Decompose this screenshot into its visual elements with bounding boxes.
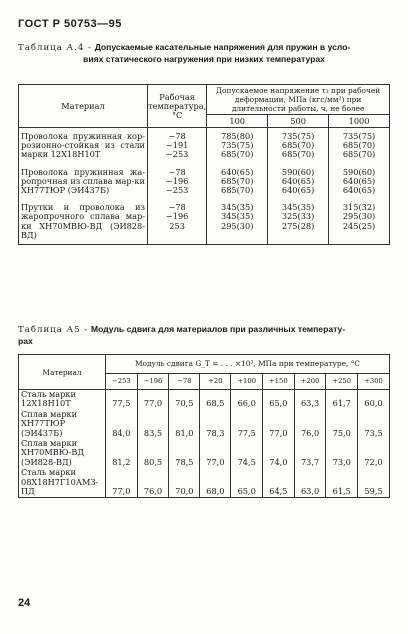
modulus-cell: 78,5 [169, 439, 200, 468]
cell-value: −253 [165, 149, 189, 160]
modulus-cell: 68,5 [200, 390, 231, 410]
temperature-cell [148, 164, 207, 200]
table-a5-header-temperature: +150 [263, 373, 295, 389]
modulus-cell: 75,0 [326, 410, 358, 439]
modulus-cell: 74,5 [231, 439, 263, 468]
cell-value: 325(33) [281, 211, 315, 222]
material-line: (ЭИ828-ВД) [21, 456, 72, 467]
cell-value: −191 [165, 140, 189, 151]
stress-100h-cell [207, 128, 268, 164]
cell-value: 295(30) [342, 211, 376, 222]
table-a4-title-line2: виях статического нагружения при низких температурах [83, 54, 325, 64]
modulus-cell: 80,5 [137, 439, 169, 468]
material-cell [19, 468, 106, 498]
modulus-cell: 77,0 [200, 439, 231, 468]
modulus-cell: 64,5 [263, 468, 295, 498]
cell-value: 640(65) [342, 175, 376, 186]
material-line: Сталь марки [21, 467, 77, 478]
modulus-cell: 83,5 [137, 410, 169, 439]
cell-value: 590(60) [342, 166, 376, 177]
table-a4-header-duration: 500 [268, 115, 329, 128]
table-a5 [18, 354, 390, 498]
material-cell: Проволока пружинная жа-ропрочная из сплава мар-ки ХН77ТЮР (ЭИ437Б) [19, 164, 148, 200]
modulus-cell: 66,0 [231, 390, 263, 410]
modulus-cell: 65,0 [231, 468, 263, 498]
cell-value: −78 [168, 166, 186, 177]
cell-value: 345(35) [281, 202, 315, 213]
cell-value: 685(70) [281, 140, 315, 151]
table-row [19, 390, 390, 410]
table-a4-caption [18, 42, 390, 65]
cell-value: 275(28) [281, 220, 315, 231]
modulus-cell: 77,5 [106, 390, 138, 410]
table-a5-header-temperature: −253 [106, 373, 138, 389]
table-a5-header-temperature: +300 [358, 373, 390, 389]
table-a5-header-temperature: +200 [294, 373, 326, 389]
modulus-cell: 81,2 [106, 439, 138, 468]
modulus-cell: 60,0 [358, 390, 390, 410]
cell-value: 295(30) [220, 220, 254, 231]
cell-value: 315(32) [342, 202, 376, 213]
document-header: ГОСТ Р 50753—95 [18, 18, 122, 30]
modulus-cell: 77,0 [137, 390, 169, 410]
table-a5-header-temperature: +250 [326, 373, 358, 389]
table-a4-header-material: Материал [19, 85, 148, 128]
modulus-cell: 68,0 [200, 468, 231, 498]
table-a4-title-line1: Допускаемые касательные напряжения для пружин в усло- [94, 42, 351, 52]
modulus-cell: 76,0 [137, 468, 169, 498]
material-line: Сталь марки [21, 389, 77, 399]
stress-1000h-cell [329, 199, 390, 244]
material-line: 12Х18Н10Т [21, 398, 71, 409]
cell-value: 685(70) [342, 149, 376, 160]
cell-value: 253 [169, 220, 185, 231]
temperature-cell [148, 199, 207, 244]
table-row [19, 410, 390, 439]
table-a4-label: Таблица А.4 - [18, 43, 92, 53]
table-a4-header-stress: Допускаемое напряжение τ₃ при рабочей деформации, МПа (кгс/мм²) при длительности работы, ч, не более [207, 85, 390, 115]
modulus-cell: 63,3 [294, 390, 326, 410]
modulus-cell: 73,5 [358, 410, 390, 439]
cell-value: 245(25) [342, 220, 376, 231]
table-a4-header-temperature: Рабочая температура, °С [148, 85, 207, 128]
cell-value: 685(70) [220, 149, 254, 160]
material-line: Сплав марки [21, 408, 78, 419]
material-line: ХН70МВЮ-ВД [21, 447, 84, 458]
cell-value: 640(65) [220, 166, 254, 177]
cell-value: −78 [168, 202, 186, 213]
cell-value: 685(70) [342, 140, 376, 151]
cell-value: −78 [168, 131, 186, 141]
material-line: (ЭИ437Б) [21, 427, 63, 438]
material-cell [19, 410, 106, 439]
modulus-cell: 77,5 [231, 410, 263, 439]
material-cell [19, 390, 106, 410]
temperature-cell [148, 128, 207, 164]
modulus-cell: 77,0 [263, 410, 295, 439]
table-row [19, 199, 390, 244]
material-line: Сплав марки [21, 438, 78, 449]
cell-value: 640(65) [342, 185, 376, 196]
table-a5-title-line2: рах [18, 336, 33, 346]
cell-value: −196 [165, 175, 189, 186]
cell-value: 735(75) [281, 131, 315, 141]
cell-value: 685(70) [281, 149, 315, 160]
stress-500h-cell [268, 128, 329, 164]
table-a5-label: Таблица А5 - [18, 325, 89, 335]
cell-value: 785(80) [220, 131, 254, 141]
cell-value: 345(35) [220, 202, 254, 213]
cell-value: 640(65) [281, 185, 315, 196]
material-cell: Проволока пружинная кор-розионно-стойкая из стали марки 12Х18Н10Т [19, 128, 148, 164]
modulus-cell: 78,3 [200, 410, 231, 439]
table-row [19, 468, 390, 498]
modulus-cell: 74,0 [263, 439, 295, 468]
table-row [19, 439, 390, 468]
modulus-cell: 61,5 [326, 468, 358, 498]
material-cell [19, 439, 106, 468]
modulus-cell: 81,0 [169, 410, 200, 439]
modulus-cell: 70,5 [169, 390, 200, 410]
modulus-cell: 84,0 [106, 410, 138, 439]
table-a5-header-temperature: −78 [169, 373, 200, 389]
stress-100h-cell [207, 164, 268, 200]
table-a5-header-material: Материал [19, 355, 106, 390]
material-line: ХН77ТЮР [21, 418, 66, 429]
modulus-cell: 77,0 [106, 468, 138, 498]
cell-value: 735(75) [342, 131, 376, 141]
modulus-cell: 70,0 [169, 468, 200, 498]
cell-value: 685(70) [220, 185, 254, 196]
cell-value: 345(35) [220, 211, 254, 222]
table-a5-title-line1: Модуль сдвига для материалов при различных температу- [90, 324, 346, 334]
modulus-cell: 76,0 [294, 410, 326, 439]
material-cell: Прутки и проволока из жаропрочного сплава мар-ки ХН70МВЮ-ВД (ЭИ828-ВД) [19, 199, 148, 244]
table-a5-caption [18, 324, 390, 348]
stress-500h-cell [268, 199, 329, 244]
table-a5-header-temperature: −196 [137, 373, 169, 389]
modulus-cell: 59,5 [358, 468, 390, 498]
cell-value: 735(75) [220, 140, 254, 151]
material-line: 08Х18Н7Г10АМЗ-ПД [21, 476, 99, 497]
cell-value: 685(70) [220, 175, 254, 186]
table-a5-body [19, 390, 390, 498]
table-a5-header-temperature: +100 [231, 373, 263, 389]
modulus-cell: 61,7 [326, 390, 358, 410]
table-a4-body [19, 128, 390, 245]
cell-value: −196 [165, 211, 189, 222]
table-a5-header-temperature: +20 [200, 373, 231, 389]
stress-1000h-cell [329, 164, 390, 200]
cell-value: −253 [165, 185, 189, 196]
cell-value: 640(65) [281, 175, 315, 186]
page-number: 24 [18, 597, 31, 609]
table-a4-header-duration: 1000 [329, 115, 390, 128]
table-row [19, 128, 390, 164]
stress-100h-cell [207, 199, 268, 244]
stress-500h-cell [268, 164, 329, 200]
table-a5-header-modulus: Модуль сдвига G_T = . . . ×10³, МПа при температуре, °С [106, 355, 390, 374]
modulus-cell: 73,0 [326, 439, 358, 468]
modulus-cell: 72,0 [358, 439, 390, 468]
table-a4 [18, 84, 390, 245]
stress-1000h-cell [329, 128, 390, 164]
table-row [19, 164, 390, 200]
modulus-cell: 73,7 [294, 439, 326, 468]
cell-value: 590(60) [281, 166, 315, 177]
table-a4-header-duration: 100 [207, 115, 268, 128]
modulus-cell: 63,0 [294, 468, 326, 498]
modulus-cell: 65,0 [263, 390, 295, 410]
